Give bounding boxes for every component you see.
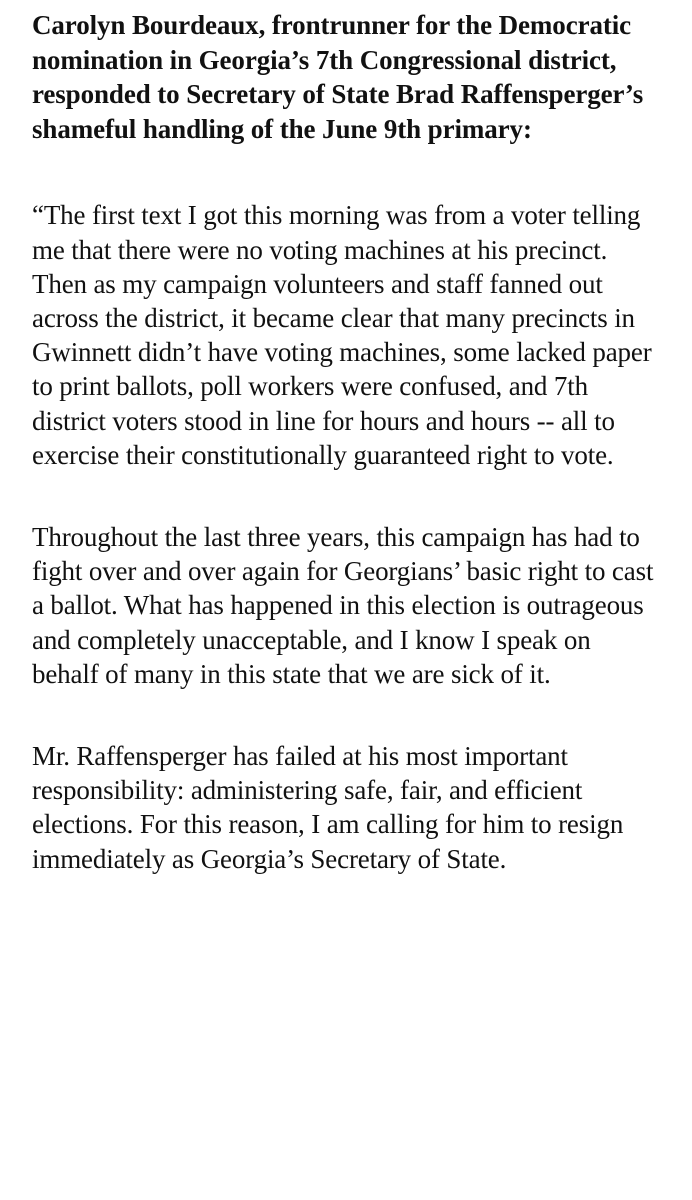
statement-paragraph-1: “The first text I got this morning was from a voter telling me that there were no voting machines at his precinct. Then as my campaign volunteers and staff fanned out across the district, it became clear that many precincts in Gwinnett didn’t have voting machines, some lacked paper to print ballots, poll workers were confused, and 7th district voters stood in line for hours and hours -- all to exercise their constitutionally guaranteed right to vote. bbox=[32, 200, 652, 470]
statement-paragraph-3: Mr. Raffensperger has failed at his most important responsibility: administering safe, fair, and efficient elections. For this reason, I am calling for him to resign immediately as Georgia’s Secretary of State. bbox=[32, 741, 624, 874]
statement-paragraph-2: Throughout the last three years, this campaign has had to fight over and over again for Georgians’ basic right to cast a ballot. What has happened in this election is outrageous and completely unacceptable, and I know I speak on behalf of many in this state that we are sick of it. bbox=[32, 522, 654, 689]
statement-intro: Carolyn Bourdeaux, frontrunner for the Democratic nomination in Georgia’s 7th Congressional district, responded to Secretary of State Brad Raffensperger’s shameful handling of the June 9th primary: bbox=[32, 10, 644, 144]
